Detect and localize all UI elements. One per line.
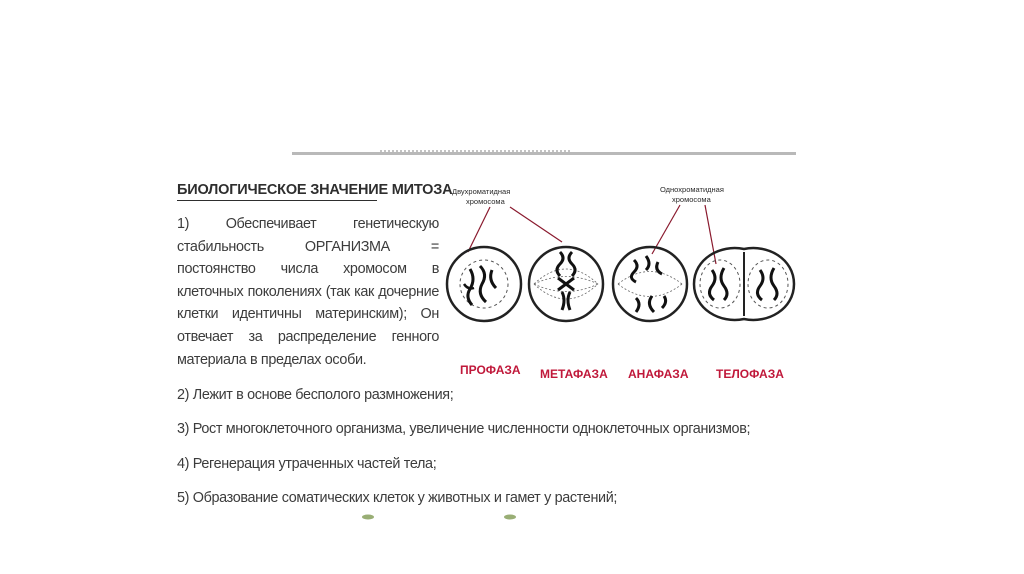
- point-1-text: 1) Обеспечивает генетическую стабильность ОРГАНИЗМА = постоянство числа хромосом в клеточных поколениях (так как дочерние клетки идентичны материнским); Он отвечает за распределение генного материала в пределах особи.: [177, 216, 439, 368]
- telophase-cell: [694, 248, 794, 320]
- mitosis-phases-diagram: [440, 174, 800, 394]
- label-prophase: ПРОФАЗА: [460, 363, 521, 377]
- point-2-text: 2) Лежит в основе бесполого размножения;: [177, 387, 454, 403]
- label-telophase: ТЕЛОФАЗА: [716, 367, 784, 381]
- faded-top-text: [380, 140, 570, 152]
- label-metaphase: МЕТАФАЗА: [540, 367, 608, 381]
- callout-right-line1: Однохроматидная: [660, 185, 724, 194]
- point-5-text: 5) Образование соматических клеток у животных и гамет у растений;: [177, 490, 618, 506]
- heading-underline: [177, 200, 377, 201]
- callout-left-line2: хромосома: [466, 197, 505, 206]
- top-divider: [292, 152, 796, 155]
- callout-right-line2: хромосома: [672, 195, 711, 204]
- callout-left-line1: Двухроматидная: [452, 187, 511, 196]
- anaphase-cell: [613, 247, 687, 321]
- point-4-text: 4) Регенерация утраченных частей тела;: [177, 456, 437, 472]
- section-heading: БИОЛОГИЧЕСКОЕ ЗНАЧЕНИЕ МИТОЗА: [177, 182, 453, 198]
- prophase-cell: [447, 247, 521, 321]
- point-3-text: 3) Рост многоклеточного организма, увеличение численности одноклеточных организмов;: [177, 421, 751, 437]
- callout-left: [452, 187, 562, 252]
- bottom-decoration: [360, 512, 560, 520]
- metaphase-cell: [529, 247, 603, 321]
- label-anaphase: АНАФАЗА: [628, 367, 689, 381]
